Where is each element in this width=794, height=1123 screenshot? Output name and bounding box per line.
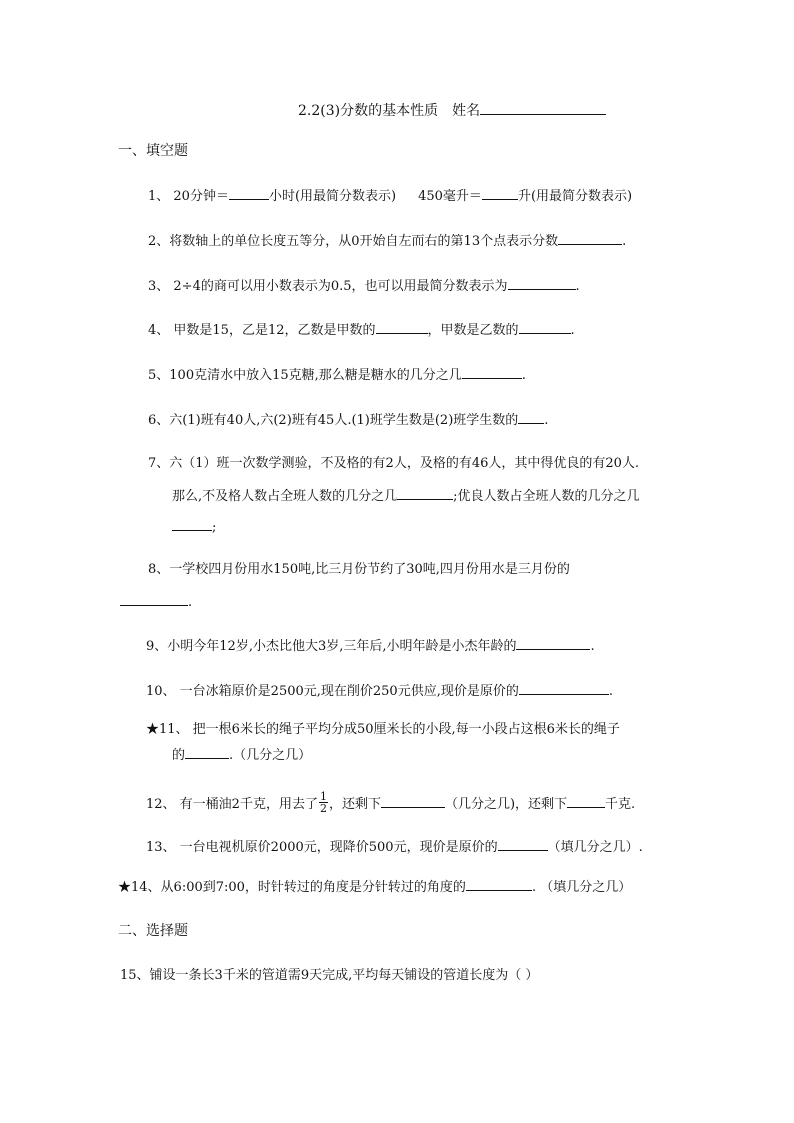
- answer-blank[interactable]: [381, 795, 445, 808]
- answer-blank[interactable]: [120, 593, 188, 606]
- question-1: 1、 20分钟＝ 小时(用最简分数表示) 450毫升＝ 升(用最简分数表示): [148, 189, 633, 204]
- name-label: 姓名: [452, 103, 481, 119]
- question-7-line-2: 那么,不及格人数占全班人数的几分之几 ;优良人数占全班人数的几分之几: [172, 489, 640, 504]
- answer-blank[interactable]: [519, 682, 609, 695]
- answer-blank[interactable]: [462, 366, 522, 379]
- answer-blank[interactable]: [397, 487, 453, 500]
- page-title: [298, 102, 606, 119]
- section-heading-choice: 二、选择题: [118, 923, 188, 939]
- answer-blank[interactable]: [516, 637, 590, 650]
- section-heading-fill-blank: 一、填空题: [118, 143, 188, 159]
- question-13: 13、 一台电视机原价2000元，现降价500元，现价是原价的 （填几分之几）.: [146, 840, 643, 855]
- answer-blank[interactable]: [567, 795, 605, 808]
- answer-blank[interactable]: [229, 187, 269, 200]
- answer-blank[interactable]: [482, 187, 518, 200]
- answer-blank[interactable]: [466, 878, 532, 891]
- question-9: 9、小明今年12岁,小杰比他大3岁,三年后,小明年龄是小杰年龄的 .: [146, 639, 595, 654]
- question-7-line-3: ;: [172, 518, 216, 536]
- question-2: 2、将数轴上的单位长度五等分，从0开始自左而右的第13个点表示分数 .: [148, 234, 627, 249]
- answer-blank[interactable]: [508, 277, 576, 290]
- question-10: 10、 一台冰箱原价是2500元,现在削价250元供应,现价是原价的 .: [146, 684, 613, 699]
- answer-blank[interactable]: [519, 321, 571, 334]
- answer-blank[interactable]: [376, 321, 428, 334]
- question-6: 6、六(1)班有40人,六(2)班有45人.(1)班学生数是(2)班学生数的 .: [148, 413, 549, 428]
- question-8-line-1: 8、一学校四月份用水150吨,比三月份节约了30吨,四月份用水是三月份的: [148, 562, 570, 577]
- question-4: 4、 甲数是15，乙是12，乙数是甲数的 ，甲数是乙数的 .: [148, 323, 575, 338]
- question-5: 5、100克清水中放入15克糖,那么糖是糖水的几分之几 .: [148, 368, 526, 383]
- answer-blank[interactable]: [498, 838, 548, 851]
- name-blank[interactable]: [480, 102, 606, 115]
- answer-blank[interactable]: [518, 411, 544, 424]
- answer-blank[interactable]: [558, 232, 622, 245]
- question-8-line-2: .: [120, 593, 192, 611]
- question-14: ★14、从6:00到7:00，时针转过的角度是分针转过的角度的 . （填几分之几）: [118, 880, 632, 895]
- question-7-line-1: 7、六（1）班一次数学测验，不及格的有2人，及格的有46人，其中得优良的有20人.: [148, 456, 640, 471]
- question-11-line-2: 的 .（几分之几）: [172, 748, 312, 763]
- question-3: 3、 2÷4的商可以用小数表示为0.5，也可以用最简分数表示为 .: [148, 279, 580, 294]
- question-12: 12、 有一桶油2千克，用去了 $\frac{1}{2}$ ，还剩下 （几分之几)，还剩下 千克.: [146, 790, 636, 815]
- question-15: 15、铺设一条长3千米的管道需9天完成,平均每天铺设的管道长度为（ ）: [120, 968, 539, 983]
- question-11-line-1: ★11、 把一根6米长的绳子平均分成50厘米长的小段,每一小段占这根6米长的绳子: [146, 722, 620, 737]
- title-text: 2.2(3)分数的基本性质: [298, 103, 439, 119]
- fraction-one-half: $\frac{1}{2}$: [319, 790, 327, 815]
- answer-blank[interactable]: [172, 518, 212, 531]
- answer-blank[interactable]: [185, 746, 229, 759]
